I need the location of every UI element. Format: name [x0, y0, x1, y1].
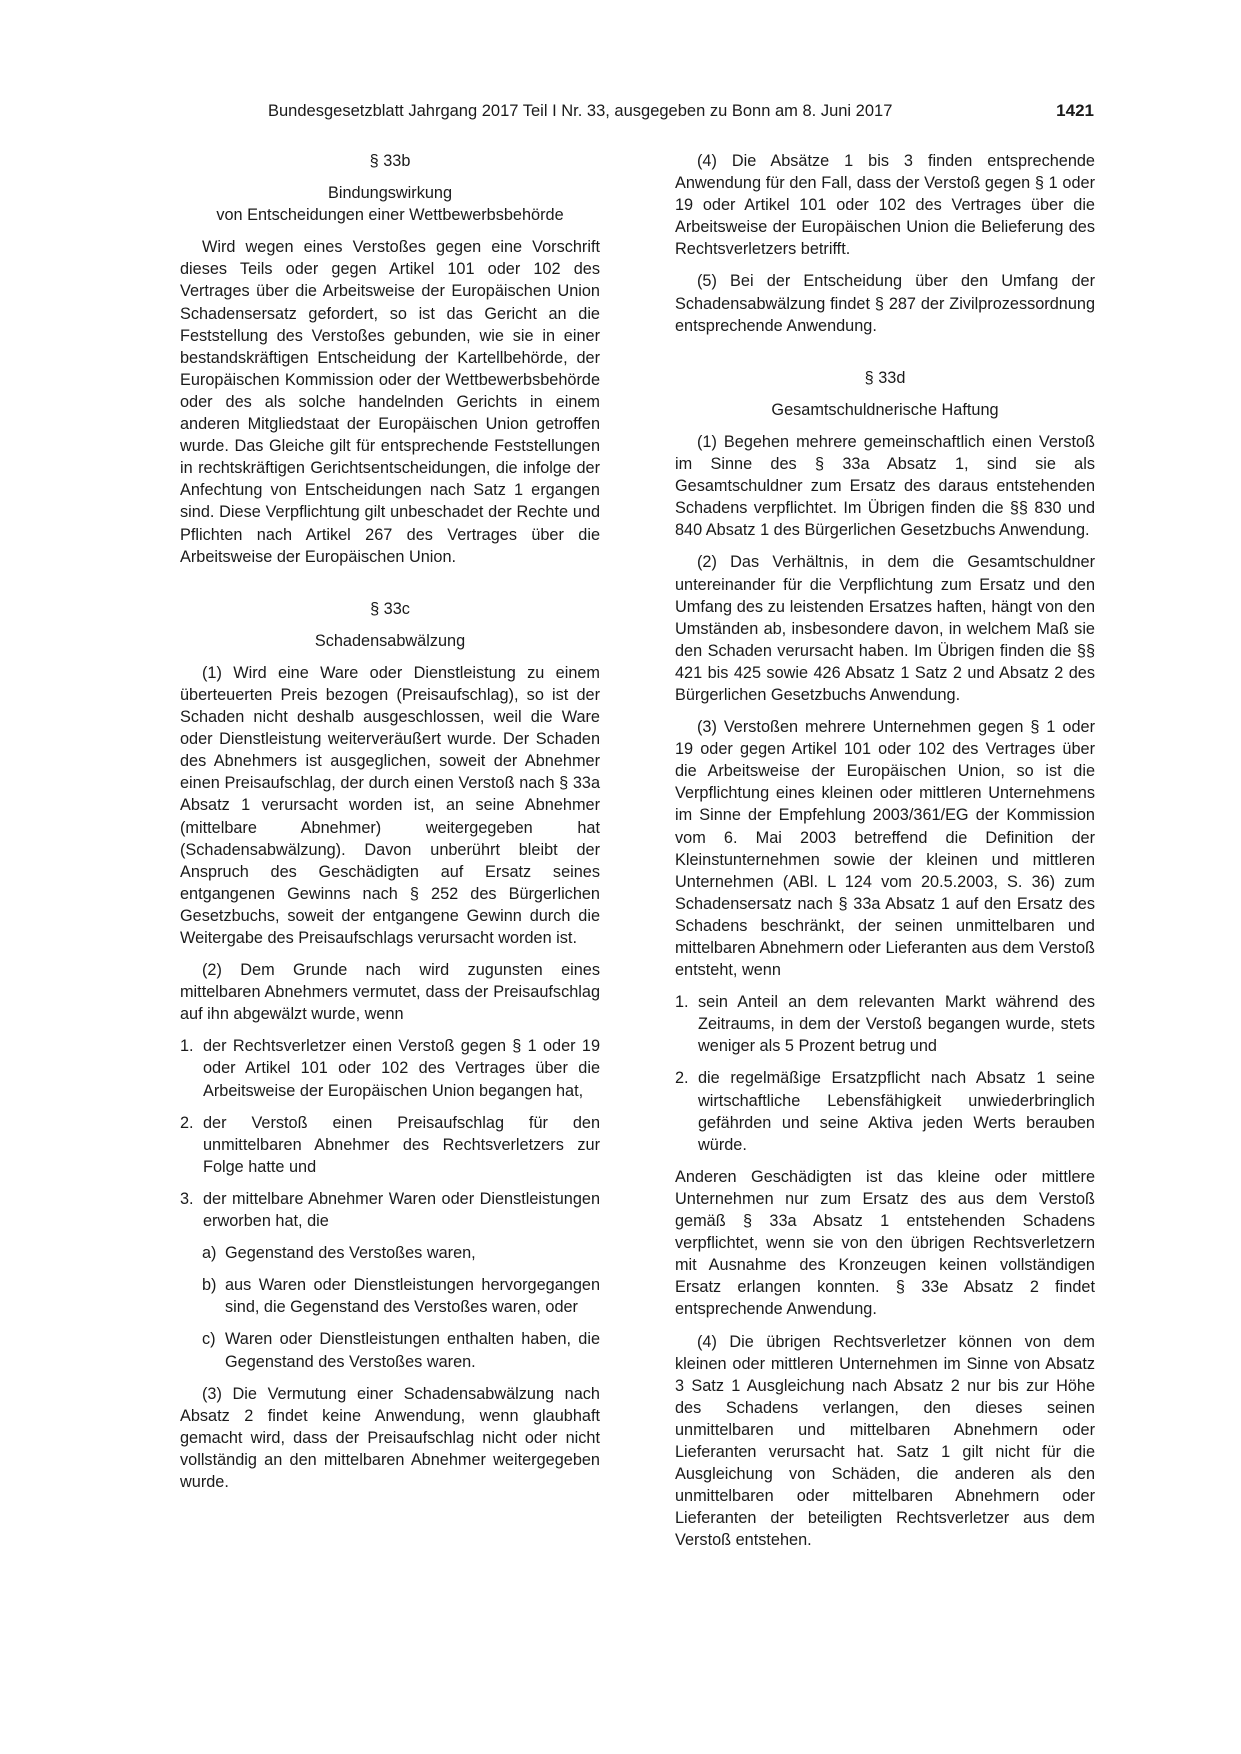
list-item [675, 991, 1095, 1057]
sublist-item-text: aus Waren oder Dienstleistungen hervorgegangen sind, die Gegenstand des Verstoßes waren, oder [225, 1276, 600, 1317]
sublist-33c-2-3 [180, 1242, 600, 1372]
list-33d-3 [675, 991, 1095, 1156]
list-item-number: 2. [180, 1113, 194, 1132]
section-title-33d: Gesamtschuldnerische Haftung [771, 400, 999, 419]
sublist-item [180, 1242, 600, 1264]
running-title: Bundesgesetzblatt Jahrgang 2017 Teil I Nr. 33, ausgegeben zu Bonn am 8. Juni 2017 [268, 102, 893, 120]
list-item-text: der mittelbare Abnehmer Waren oder Dienstleistungen erworben hat, die [203, 1189, 600, 1231]
paragraph-33d-3-continuation: Anderen Geschädigten ist das kleine oder mittlere Unternehmen nur zum Ersatz des aus dem Verstoß gemäß § 33a Absatz 1 entstehenden Schadens verpflichtet, wenn sie von den übrigen Rechtsverletzern mit Ausnahme des Kronzeugen keinen vollständigen Ersatz erlangen konnten. § 33e Absatz 2 findet entsprechende Anwendung. [675, 1167, 1095, 1319]
paragraph-33d-1: (1) Begehen mehrere gemeinschaftlich einen Verstoß im Sinne des § 33a Absatz 1, sind sie als Gesamtschuldner zum Ersatz des daraus entstehenden Schadens verpflichtet. Im Übrigen finden die §§ 830 und 840 Absatz 1 des Bürgerlichen Gesetzbuchs Anwendung. [675, 432, 1095, 540]
paragraph-33c-2: (2) Dem Grunde nach wird zugunsten eines mittelbaren Abnehmers vermutet, dass der Preisaufschlag auf ihn abgewälzt wurde, wenn [180, 961, 600, 1024]
sublist-item-letter: b) [202, 1276, 217, 1295]
sublist-item-letter: a) [202, 1244, 217, 1263]
page-header [268, 98, 1094, 124]
section-title-33c: Schadensabwälzung [314, 631, 466, 650]
left-column [180, 150, 600, 1493]
paragraph-33c-4: (4) Die Absätze 1 bis 3 finden entsprechende Anwendung für den Fall, dass der Verstoß gegen § 1 oder 19 oder Artikel 101 oder 102 des Vertrages über die Arbeitsweise der Europäischen Union die Belieferung des Rechtsverletzers betrifft. [675, 152, 1095, 259]
list-item-text: sein Anteil an dem relevanten Markt während des Zeitraums, in dem der Verstoß begangen wurde, stets weniger als 5 Prozent betrug und [698, 993, 1095, 1056]
list-33c-2 [180, 1035, 600, 1232]
list-item [180, 1112, 600, 1178]
list-item-number: 1. [675, 993, 689, 1012]
list-item [180, 1188, 600, 1232]
list-item-number: 3. [180, 1189, 194, 1208]
paragraph-33c-1: (1) Wird eine Ware oder Dienstleistung zu einem überteuerten Preis bezogen (Preisaufschlag), so ist der Schaden nicht deshalb ausgeschlossen, weil die Ware oder Dienstleistung weiterveräußert wurde. Der Schaden des Abnehmers ist ausgeglichen, soweit der Abnehmer einen Preisaufschlag, der durch einen Verstoß nach § 33a Absatz 1 verursacht worden ist, an seine Abnehmer (mittelbare Abnehmer) weitergegeben hat (Schadensabwälzung). Davon unberührt bleibt der Anspruch des Geschädigten auf Ersatz seines entgangenen Gewinns nach § 252 des Bürgerlichen Gesetzbuchs, soweit der entgangene Gewinn durch die Weitergabe des Preisaufschlags verursacht worden ist. [180, 663, 600, 947]
list-item-number: 1. [180, 1037, 194, 1056]
list-item-text: die regelmäßige Ersatzpflicht nach Absatz 1 seine wirtschaftliche Lebensfähigkeit unwiederbringlich gefährden und seine Aktiva jeden Werts berauben würde. [698, 1069, 1095, 1154]
paragraph-33c-3: (3) Die Vermutung einer Schadensabwälzung nach Absatz 2 findet keine Anwendung, wenn glaubhaft gemacht wird, dass der Preisaufschlag nicht oder nicht vollständig an den mittelbaren Abnehmer weitergegeben wurde. [180, 1384, 600, 1491]
sublist-item-text: Waren oder Dienstleistungen enthalten haben, die Gegenstand des Verstoßes waren. [225, 1330, 600, 1371]
section-title-33b-line1: Bindungswirkung [328, 184, 452, 203]
sublist-item-text: Gegenstand des Verstoßes waren, [225, 1244, 476, 1263]
paragraph-33d-2: (2) Das Verhältnis, in dem die Gesamtschuldner untereinander für die Verpflichtung zum Ersatz und den Umfang des zu leistenden Ersatzes haften, hängt von den Umständen ab, insbesondere davon, in welchem Maß sie den Schaden verursacht haben. Im Übrigen finden die §§ 421 bis 425 sowie 426 Absatz 1 Satz 2 und Absatz 2 des Bürgerlichen Gesetzbuchs Anwendung. [675, 553, 1095, 704]
section-title-33b-line2: von Entscheidungen einer Wettbewerbsbehörde [216, 206, 564, 225]
paragraph-33b: Wird wegen eines Verstoßes gegen eine Vorschrift dieses Teils oder gegen Artikel 101 oder 102 des Vertrages über die Arbeitsweise der Europäischen Union Schadensersatz gefordert, so ist das Gericht an die Feststellung des Verstoßes gebunden, wie sie in einer bestandskräftigen Entscheidung der Kartellbehörde, der Europäischen Kommission oder der Wettbewerbsbehörde oder des als solche handelnden Gerichts in einem anderen Mitgliedstaat der Europäischen Union getroffen wurde. Das Gleiche gilt für entsprechende Feststellungen in rechtskräftigen Gerichtsentscheidungen, die infolge der Anfechtung von Entscheidungen nach Satz 1 ergangen sind. Diese Verpflichtung gilt unbeschadet der Rechte und Pflichten nach Artikel 267 des Vertrages über die Arbeitsweise der Europäischen Union. [180, 238, 600, 566]
list-item-number: 2. [675, 1069, 689, 1088]
section-number-33d: § 33d [864, 368, 906, 387]
page-number: 1421 [1056, 101, 1094, 120]
sublist-item [180, 1274, 600, 1318]
paragraph-33d-4: (4) Die übrigen Rechtsverletzer können von dem kleinen oder mittleren Unternehmen im Sinne von Absatz 3 Satz 1 Ausgleichung nach Absatz 2 nur bis zur Höhe des Schadens verlangen, den dieses seinen unmittelbaren und mittelbaren Abnehmern oder Lieferanten verursacht hat. Satz 1 gilt nicht für die Ausgleichung von Schäden, die anderen als den unmittelbaren oder mittelbaren Abnehmern oder Lieferanten der beteiligten Rechtsverletzer aus dem Verstoß entstehen. [675, 1332, 1095, 1550]
list-item-text: der Rechtsverletzer einen Verstoß gegen § 1 oder 19 oder Artikel 101 oder 102 des Vertrages über die Arbeitsweise der Europäischen Union begangen hat, [203, 1037, 600, 1100]
list-item [675, 1067, 1095, 1155]
paragraph-33c-5: (5) Bei der Entscheidung über den Umfang der Schadensabwälzung findet § 287 der Zivilprozessordnung entsprechende Anwendung. [675, 272, 1095, 335]
sublist-item-letter: c) [202, 1330, 216, 1349]
sublist-item [180, 1328, 600, 1372]
section-number-33b: § 33b [369, 152, 411, 170]
section-number-33c: § 33c [370, 599, 410, 618]
list-item [180, 1035, 600, 1101]
right-column [675, 150, 1095, 1551]
paragraph-33d-3: (3) Verstoßen mehrere Unternehmen gegen § 1 oder 19 oder gegen Artikel 101 oder 102 des Vertrages über die Arbeitsweise der Europäischen Union, so ist die Verpflichtung eines kleinen oder mittleren Unternehmens im Sinne der Empfehlung 2003/361/EG der Kommission vom 6. Mai 2003 betreffend die Definition der Kleinstunternehmen sowie der kleinen und mittleren Unternehmen (ABl. L 124 vom 20.5.2003, S. 36) zum Schadensersatz nach § 33a Absatz 1 auf den Ersatz des Schadens beschränkt, der seinen unmittelbaren und mittelbaren Abnehmern oder Lieferanten aus dem Verstoß entsteht, wenn [675, 718, 1095, 980]
list-item-text: der Verstoß einen Preisaufschlag für den unmittelbaren Abnehmer des Rechtsverletzers zur Folge hatte und [203, 1113, 600, 1176]
